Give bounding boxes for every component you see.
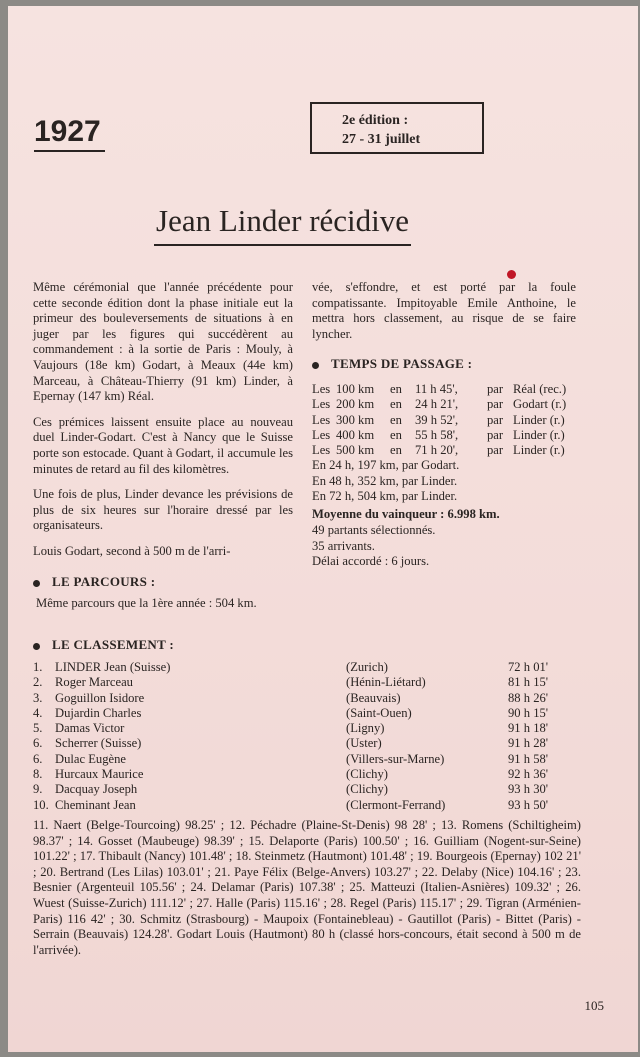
- bullet-icon: [312, 362, 319, 369]
- classement-time: 93 h 30': [508, 782, 549, 797]
- classement-name: Roger Marceau: [55, 675, 133, 690]
- classement-town: (Zurich): [346, 660, 388, 674]
- winner-average: Moyenne du vainqueur : 6.998 km.: [312, 507, 500, 522]
- edition-box: [310, 102, 484, 154]
- classement-name: Dulac Eugène: [55, 751, 126, 766]
- temps-cell-par: par: [487, 381, 504, 396]
- classement-row: [33, 752, 581, 767]
- paragraph-4: Louis Godart, second à 500 m de l'arri-: [33, 543, 231, 558]
- classement-row: [33, 706, 581, 721]
- time-limit: Délai accordé : 6 jours.: [312, 554, 430, 569]
- parcours-heading: LE PARCOURS :: [33, 574, 155, 590]
- classement-rank: 9.: [33, 782, 43, 797]
- year-heading: 1927: [34, 114, 105, 152]
- paragraph-3: Une fois de plus, Linder devance les prévisions de plus de six heures sur l'horaire dressé par les organisateurs.: [33, 487, 293, 533]
- classement-town: (Clermont-Ferrand): [346, 797, 446, 812]
- paragraph-continued: vée, s'effondre, et est porté par la foule compatissante. Impitoyable Emile Anthoine, le mettra hors classement, au risque de se faire lyncher.: [312, 280, 576, 341]
- book-page: [8, 6, 638, 1052]
- temps-cell-a: Les: [312, 412, 331, 427]
- bullet-icon: [33, 580, 40, 587]
- classement-name: Dacquay Joseph: [55, 782, 138, 797]
- classement-row: [33, 721, 581, 736]
- classement-name: Cheminant Jean: [55, 797, 136, 812]
- temps-cell-en: en: [390, 412, 402, 427]
- classement-heading: LE CLASSEMENT :: [33, 637, 174, 653]
- hour-record: En 48 h, 352 km, par Linder.: [312, 473, 458, 488]
- temps-cell-par: par: [487, 397, 504, 412]
- temps-cell-t: 39 h 52',: [415, 412, 459, 427]
- temps-cell-par: par: [487, 443, 504, 458]
- page-number: 105: [584, 998, 604, 1013]
- temps-cell-km: 300 km: [336, 412, 375, 427]
- classement-row: [33, 660, 581, 675]
- classement-rank: 5.: [33, 721, 43, 736]
- temps-cell-km: 100 km: [336, 381, 375, 396]
- temps-cell-who: Réal (rec.): [513, 381, 567, 396]
- temps-row: [312, 443, 576, 458]
- classement-time: 91 h 28': [508, 736, 549, 751]
- classement-town: (Ligny): [346, 721, 385, 736]
- temps-cell-who: Linder (r.): [513, 427, 565, 442]
- temps-cell-en: en: [390, 443, 402, 458]
- classement-name: Dujardin Charles: [55, 705, 142, 720]
- classement-rank: 6.: [33, 736, 43, 751]
- classement-time: 88 h 26': [508, 690, 549, 705]
- temps-cell-t: 24 h 21',: [415, 397, 459, 412]
- classement-row: [33, 675, 581, 690]
- temps-cell-en: en: [390, 427, 402, 442]
- classement-name: Hurcaux Maurice: [55, 767, 144, 782]
- parcours-text: Même parcours que la 1ère année : 504 km.: [36, 596, 257, 610]
- classement-rest: 11. Naert (Belge-Tourcoing) 98.25' ; 12. Péchadre (Plaine-St-Denis) 98 28' ; 13. Romens (Schiltigheim) 98.37' ; 14. Gosset (Maubeuge) 98.39' ; 15. Delaporte (Paris) 100.50' ; 16. Guilliam (Nogent-sur-Seine) 101.22' ; 17. Thibault (Nancy) 101.48' ; 18. Steinmetz (Hautmont) 101.48' ; 19. Bourgeois (Epernay) 102 21' ; 20. Bertrand (Les Lilas) 103.01' ; 21. Paye Félix (Belge-Anvers) 103.27' ; 22. Delaby (Nice) 104.16' ; 23. Besnier (Argenteuil 105.56' ; 24. Delamar (Paris) 107.38' ; 25. Matteuzi (Italien-Asnières) 109.32' ; 26. Wuest (Suisse-Zurich) 111.12' ; 27. Halle (Paris) 115.16' ; 28. Regel (Paris) 115.17' ; 29. Tigran (Arménien-Paris) 116 42' ; 30. Schmitz (Strasbourg) - Maupoix (Fontainebleau) - Gautillot (Paris) - Bittet (Paris) - Serrain (Beauvais) 124.28'. Godart Louis (Hautmont) 80 h (classé hors-concours, était second à 500 m de l'arrivée).: [33, 818, 581, 957]
- classement-town: (Uster): [346, 736, 382, 751]
- classement-time: 91 h 18': [508, 721, 549, 736]
- classement-town: (Beauvais): [346, 690, 401, 705]
- classement-town: (Saint-Ouen): [346, 705, 412, 720]
- classement-town: (Clichy): [346, 767, 388, 782]
- classement-town: (Clichy): [346, 782, 388, 797]
- temps-table: [312, 382, 576, 458]
- red-dot-mark: [507, 270, 516, 279]
- temps-cell-a: Les: [312, 427, 331, 442]
- classement-row: [33, 767, 581, 782]
- edition-dates: 27 - 31 juillet: [342, 132, 421, 147]
- temps-cell-a: Les: [312, 397, 331, 412]
- temps-cell-a: Les: [312, 381, 331, 396]
- classement-time: 91 h 58': [508, 751, 549, 766]
- classement-rank: 8.: [33, 767, 43, 782]
- temps-cell-km: 400 km: [336, 427, 375, 442]
- temps-cell-par: par: [487, 427, 504, 442]
- classement-name: LINDER Jean (Suisse): [55, 660, 171, 674]
- hour-record: En 24 h, 197 km, par Godart.: [312, 458, 460, 473]
- classement-time: 81 h 15': [508, 675, 549, 690]
- temps-cell-t: 55 h 58',: [415, 427, 459, 442]
- classement-time: 90 h 15': [508, 705, 549, 720]
- temps-cell-who: Godart (r.): [513, 397, 567, 412]
- article-title: Jean Linder récidive: [154, 202, 411, 246]
- hour-records: [312, 458, 576, 504]
- temps-cell-a: Les: [312, 443, 331, 458]
- classement-town: (Villers-sur-Marne): [346, 751, 445, 766]
- classement-name: Damas Victor: [55, 721, 125, 736]
- classement-table: [33, 660, 581, 813]
- classement-row: [33, 782, 581, 797]
- classement-name: Scherrer (Suisse): [55, 736, 142, 751]
- classement-row: [33, 736, 581, 751]
- right-column: [312, 280, 576, 570]
- classement-name: Goguillon Isidore: [55, 690, 145, 705]
- temps-cell-en: en: [390, 381, 402, 396]
- classement-rank: 10.: [33, 797, 49, 812]
- temps-row: [312, 397, 576, 412]
- temps-cell-en: en: [390, 397, 402, 412]
- starters-count: 49 partants sélectionnés.: [312, 522, 436, 537]
- temps-cell-t: 71 h 20',: [415, 443, 459, 458]
- temps-cell-km: 500 km: [336, 443, 375, 458]
- temps-cell-who: Linder (r.): [513, 412, 565, 427]
- classement-row: [33, 691, 581, 706]
- paragraph-1: Même cérémonial que l'année précédente pour cette seconde édition dont la phase initiale eut la primeur des bouleversements de situations à en juger par les figures qui succédèrent au commandement : à la sortie de Paris : Mouly, à Vaujours (18e km) Godart, à Meaux (44e km) Marceau, à Château-Thierry (91 km) Linder, à Epernay (147 km) Réal.: [33, 280, 293, 404]
- temps-row: [312, 382, 576, 397]
- temps-row: [312, 428, 576, 443]
- classement-time: 93 h 50': [508, 797, 549, 812]
- finishers-count: 35 arrivants.: [312, 538, 375, 553]
- temps-cell-par: par: [487, 412, 504, 427]
- classement-rank: 1.: [33, 660, 43, 674]
- classement-rank: 2.: [33, 675, 43, 690]
- classement-row: [33, 798, 581, 813]
- classement-rank: 4.: [33, 705, 43, 720]
- hour-record: En 72 h, 504 km, par Linder.: [312, 489, 458, 504]
- classement-time: 92 h 36': [508, 767, 549, 782]
- left-column: [33, 280, 293, 570]
- paragraph-2: Ces prémices laissent ensuite place au nouveau duel Linder-Godart. C'est à Nancy que le Suisse porte son estocade. Quant à Godart, il accumule les minutes de retard au fil des kilomètres.: [33, 414, 293, 476]
- bullet-icon: [33, 643, 40, 650]
- edition-number: 2e édition :: [342, 113, 409, 128]
- classement-rank: 6.: [33, 751, 43, 766]
- classement-rank: 3.: [33, 690, 43, 705]
- temps-row: [312, 413, 576, 428]
- classement-town: (Hénin-Liétard): [346, 675, 426, 690]
- temps-cell-km: 200 km: [336, 397, 375, 412]
- temps-heading: TEMPS DE PASSAGE :: [312, 356, 576, 372]
- classement-time: 72 h 01': [508, 660, 549, 674]
- temps-cell-t: 11 h 45',: [415, 381, 458, 396]
- temps-cell-who: Linder (r.): [513, 443, 565, 458]
